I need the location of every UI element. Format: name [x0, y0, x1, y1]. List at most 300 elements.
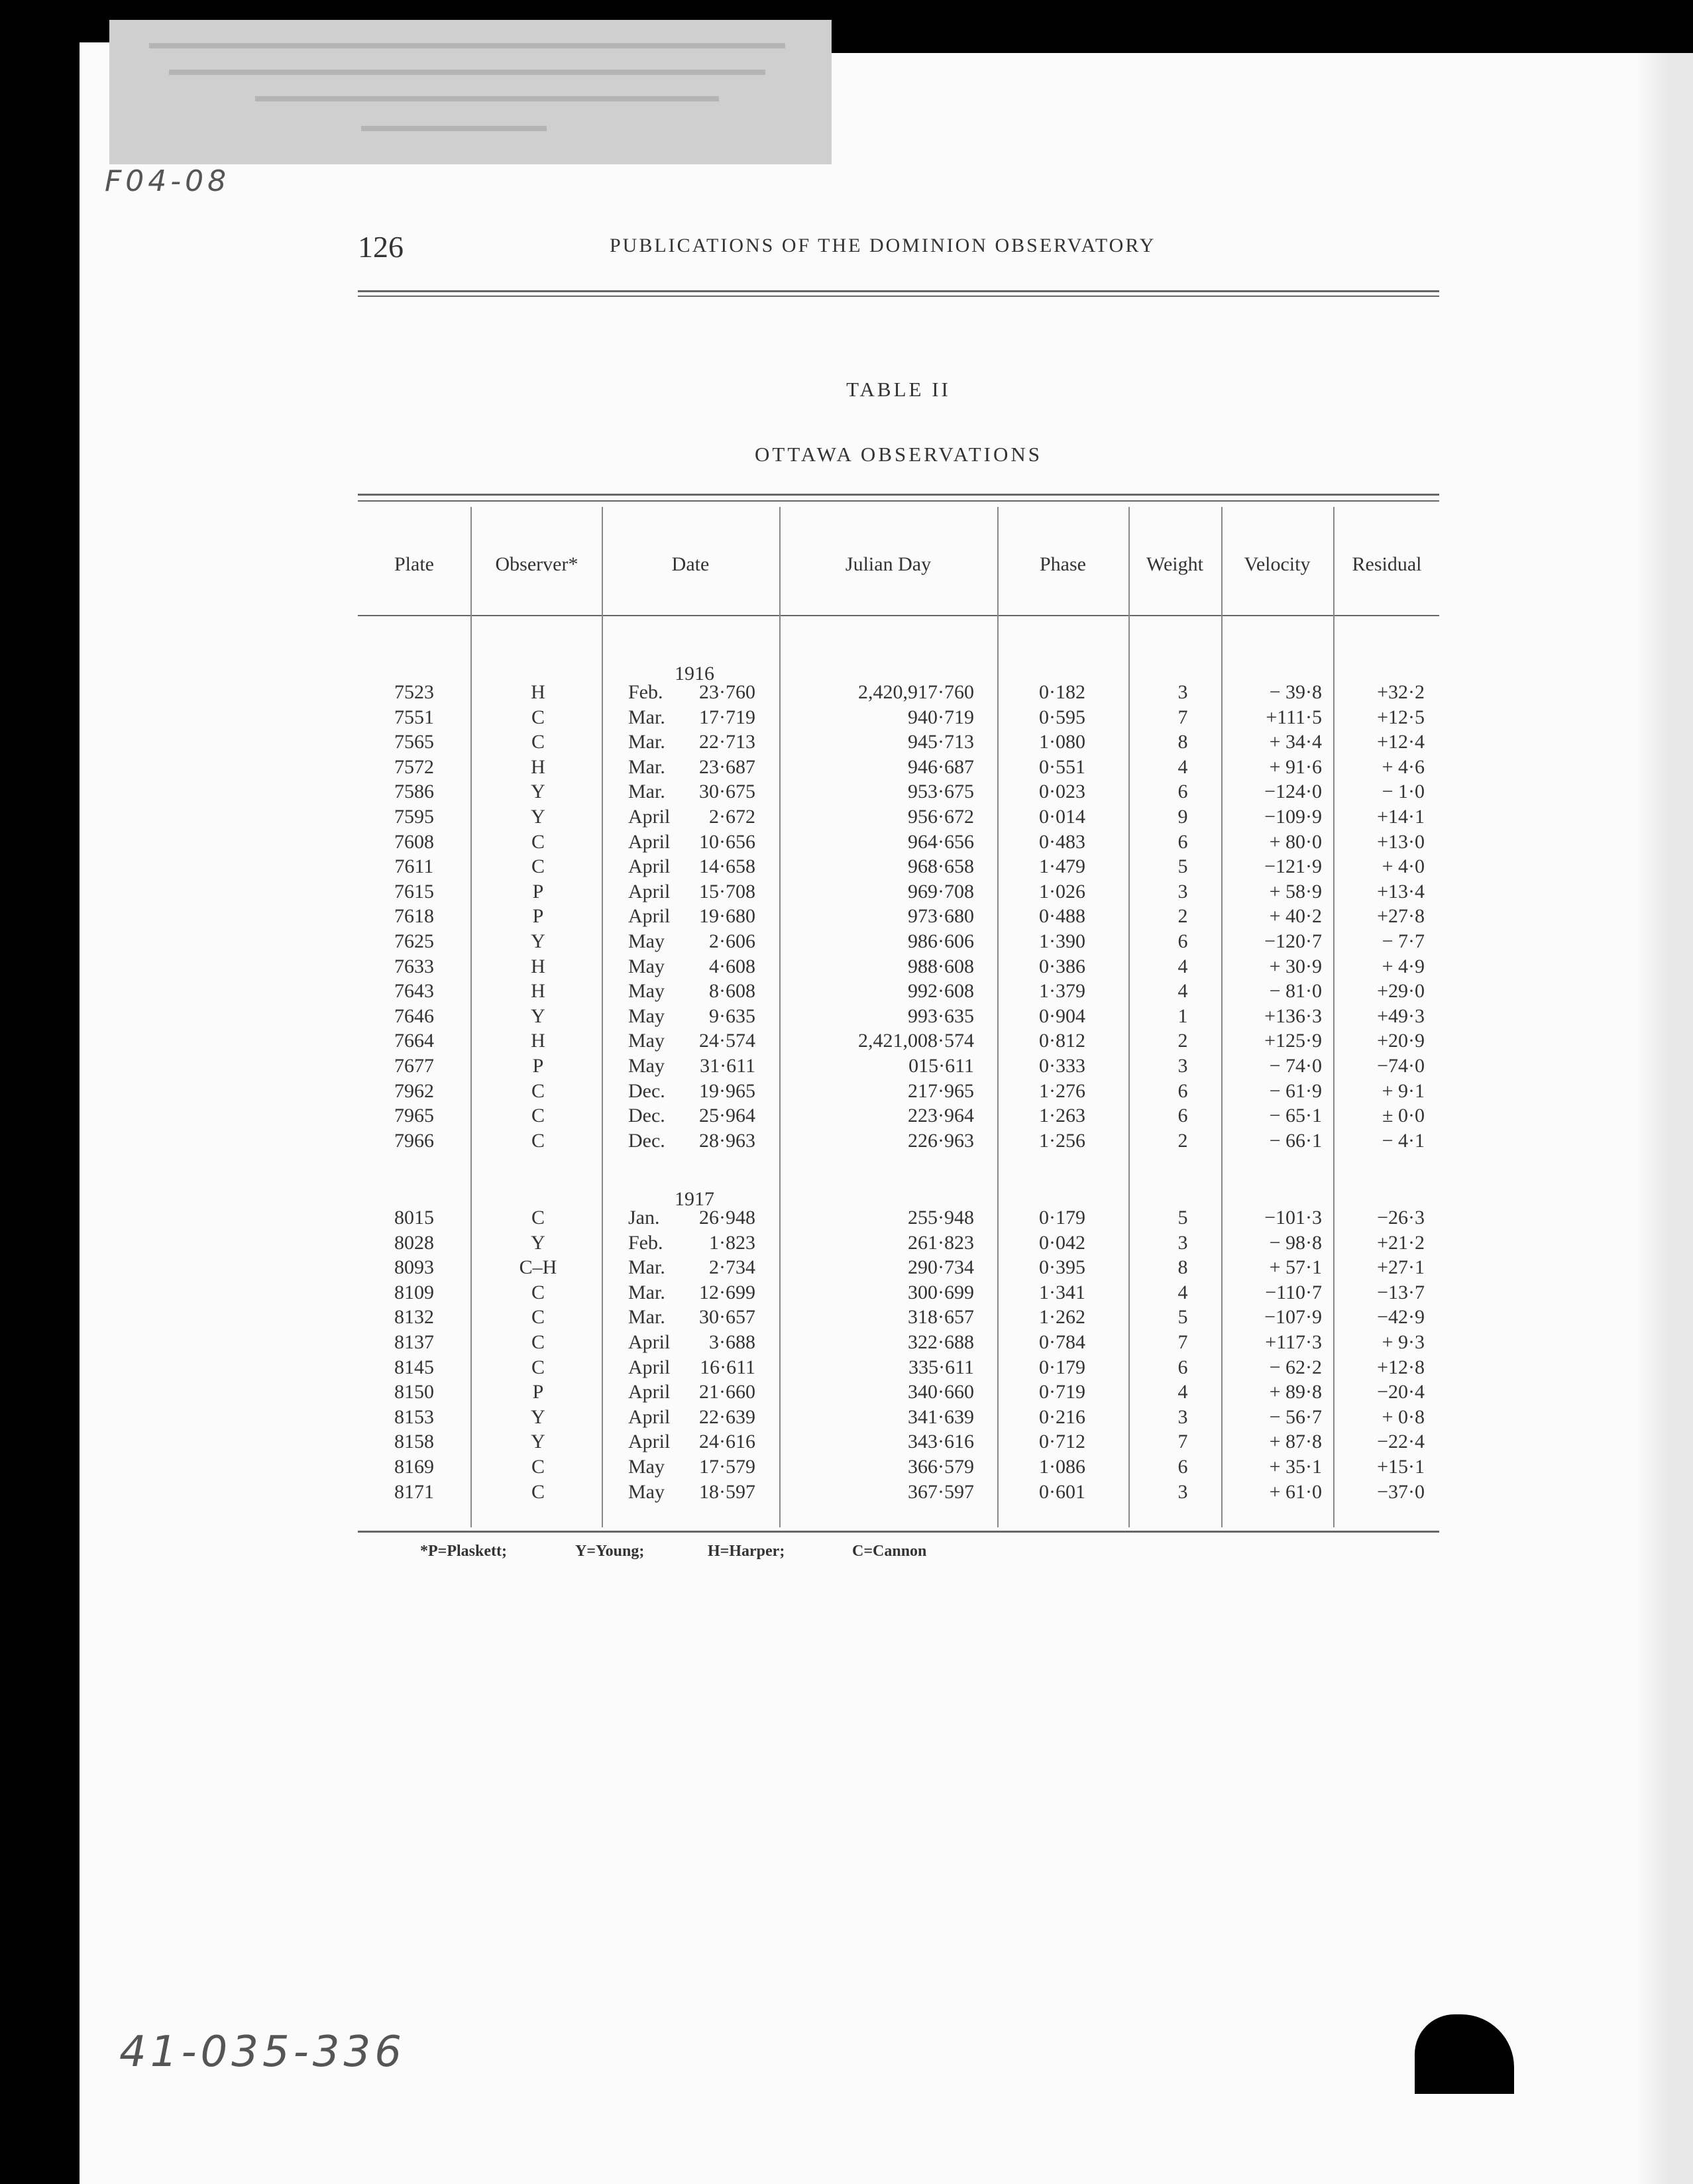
cell-weight: 2	[1177, 1030, 1188, 1052]
cell-plate: 8158	[394, 1431, 434, 1453]
cell-weight: 8	[1177, 1256, 1188, 1279]
cell-phase: 0·179	[1039, 1207, 1085, 1228]
cell-plate: 7551	[394, 706, 434, 728]
cell-observer: C	[531, 1331, 545, 1353]
cell-phase: 0·182	[1039, 681, 1085, 703]
cell-velocity: − 66·1	[1269, 1129, 1322, 1152]
cell-weight: 6	[1177, 781, 1188, 803]
cell-weight: 4	[1177, 1281, 1188, 1303]
cell-velocity: + 58·9	[1269, 880, 1322, 902]
cell-weight: 6	[1177, 830, 1188, 853]
cell-observer: C	[531, 1281, 545, 1303]
cell-observer: Y	[531, 806, 545, 828]
footnote-cannon: C=Cannon	[852, 1543, 927, 1560]
column-header-residual: Residual	[1352, 553, 1422, 575]
cell-velocity: −101·3	[1264, 1207, 1322, 1228]
cell-velocity: + 35·1	[1269, 1456, 1322, 1478]
cell-julian-day: 343·616	[908, 1431, 974, 1453]
cell-day: 24·574	[699, 1030, 755, 1052]
cell-observer: C	[531, 1356, 545, 1378]
cell-residual: +12·5	[1377, 706, 1425, 728]
cell-day: 28·963	[699, 1129, 755, 1152]
cell-observer: Y	[531, 1005, 545, 1027]
cell-residual: −26·3	[1377, 1207, 1425, 1228]
cell-weight: 8	[1177, 731, 1188, 753]
cell-observer: H	[531, 980, 545, 1003]
cell-plate: 8109	[394, 1281, 434, 1303]
year-label: 1917	[675, 1188, 714, 1210]
cell-month: May	[628, 930, 665, 952]
cell-weight: 4	[1177, 980, 1188, 1003]
handwritten-note-top: F04-08	[105, 164, 231, 198]
cell-month: Mar.	[628, 1306, 665, 1329]
cell-residual: +12·4	[1377, 731, 1425, 753]
cell-day: 21·660	[699, 1381, 755, 1403]
cell-residual: −42·9	[1377, 1306, 1425, 1329]
cell-phase: 0·042	[1039, 1231, 1085, 1254]
cell-velocity: − 56·7	[1269, 1405, 1322, 1428]
cell-velocity: − 61·9	[1269, 1079, 1322, 1102]
cell-day: 24·616	[699, 1431, 755, 1453]
cell-month: April	[628, 1381, 671, 1403]
cell-julian-day: 367·597	[908, 1480, 974, 1503]
column-divider	[779, 507, 781, 1527]
cell-residual: +27·8	[1377, 905, 1425, 928]
cell-plate: 7625	[394, 930, 434, 952]
cell-plate: 7595	[394, 806, 434, 828]
cell-observer: C	[531, 1079, 545, 1102]
cell-residual: +14·1	[1377, 806, 1425, 828]
cell-month: April	[628, 830, 671, 853]
cell-day: 2·734	[709, 1256, 755, 1279]
cell-velocity: +111·5	[1266, 706, 1322, 728]
cell-weight: 3	[1177, 1055, 1188, 1077]
cell-residual: −37·0	[1377, 1480, 1425, 1503]
cell-velocity: − 98·8	[1269, 1231, 1322, 1254]
table-label: TABLE II	[846, 378, 951, 401]
cell-observer: C	[531, 1480, 545, 1503]
cell-month: April	[628, 1405, 671, 1428]
cell-julian-day: 335·611	[908, 1356, 974, 1378]
cell-residual: + 4·0	[1382, 855, 1425, 878]
cell-velocity: + 87·8	[1269, 1431, 1322, 1453]
cell-observer: Y	[531, 1405, 545, 1428]
cell-residual: −22·4	[1377, 1431, 1425, 1453]
cell-residual: − 7·7	[1382, 930, 1425, 952]
cell-day: 1·823	[709, 1231, 755, 1254]
cell-julian-day: 940·719	[908, 706, 974, 728]
cell-plate: 7962	[394, 1079, 434, 1102]
cell-phase: 1·086	[1039, 1456, 1085, 1478]
cell-julian-day: 946·687	[908, 755, 974, 778]
cell-julian-day: 322·688	[908, 1331, 974, 1353]
cell-residual: +29·0	[1377, 980, 1425, 1003]
cell-phase: 0·719	[1039, 1381, 1085, 1403]
cell-plate: 8015	[394, 1207, 434, 1228]
cell-observer: P	[532, 905, 544, 928]
cell-residual: +49·3	[1377, 1005, 1425, 1027]
cell-phase: 0·712	[1039, 1431, 1085, 1453]
cell-julian-day: 223·964	[908, 1105, 974, 1127]
cell-phase: 0·488	[1039, 905, 1085, 928]
cell-plate: 8169	[394, 1456, 434, 1478]
cell-julian-day: 973·680	[908, 905, 974, 928]
cell-day: 4·608	[709, 955, 755, 977]
cell-julian-day: 340·660	[908, 1381, 974, 1403]
cell-plate: 7572	[394, 755, 434, 778]
cell-julian-day: 261·823	[908, 1231, 974, 1254]
cell-day: 2·672	[709, 806, 755, 828]
cell-julian-day: 300·699	[908, 1281, 974, 1303]
cell-velocity: + 80·0	[1269, 830, 1322, 853]
cell-weight: 3	[1177, 1231, 1188, 1254]
cell-phase: 1·026	[1039, 880, 1085, 902]
cell-plate: 7523	[394, 681, 434, 703]
column-divider	[997, 507, 999, 1527]
cell-day: 17·719	[699, 706, 755, 728]
cell-day: 23·760	[699, 681, 755, 703]
footnote-plaskett: *P=Plaskett;	[420, 1543, 507, 1560]
cell-month: April	[628, 855, 671, 878]
cell-plate: 7677	[394, 1055, 434, 1077]
cell-phase: 0·483	[1039, 830, 1085, 853]
cell-month: April	[628, 1431, 671, 1453]
cell-day: 14·658	[699, 855, 755, 878]
cell-velocity: + 89·8	[1269, 1381, 1322, 1403]
cell-plate: 8093	[394, 1256, 434, 1279]
cell-weight: 6	[1177, 1079, 1188, 1102]
cell-residual: −13·7	[1377, 1281, 1425, 1303]
table-top-rule-thin	[358, 500, 1439, 502]
cell-weight: 4	[1177, 755, 1188, 778]
cell-month: Dec.	[628, 1105, 665, 1127]
cell-observer: Y	[531, 930, 545, 952]
cell-month: May	[628, 1005, 665, 1027]
handwritten-note-bottom: 41-035-336	[119, 2028, 406, 2077]
cell-month: Mar.	[628, 1281, 665, 1303]
cell-month: May	[628, 1055, 665, 1077]
cell-day: 31·611	[700, 1055, 755, 1077]
cell-julian-day: 226·963	[908, 1129, 974, 1152]
cell-observer: Y	[531, 1231, 545, 1254]
cell-plate: 8137	[394, 1331, 434, 1353]
cell-julian-day: 318·657	[908, 1306, 974, 1329]
column-header-julian-day: Julian Day	[845, 553, 932, 575]
cell-phase: 0·023	[1039, 781, 1085, 803]
cell-phase: 1·390	[1039, 930, 1085, 952]
cell-velocity: − 39·8	[1269, 681, 1322, 703]
cell-month: Mar.	[628, 1256, 665, 1279]
cell-weight: 6	[1177, 1456, 1188, 1478]
cell-observer: C	[531, 706, 545, 728]
cell-day: 19·965	[699, 1079, 755, 1102]
cell-residual: + 9·3	[1382, 1331, 1425, 1353]
cell-day: 30·657	[699, 1306, 755, 1329]
cell-observer: C	[531, 1129, 545, 1152]
table-header-rule	[358, 615, 1439, 616]
header-rule	[358, 290, 1439, 292]
cell-observer: C	[531, 1456, 545, 1478]
cell-phase: 1·479	[1039, 855, 1085, 878]
header-rule-thin	[358, 296, 1439, 297]
running-title: PUBLICATIONS OF THE DOMINION OBSERVATORY	[610, 235, 1156, 256]
cell-plate: 8150	[394, 1381, 434, 1403]
cell-residual: +13·4	[1377, 880, 1425, 902]
cell-residual: + 0·8	[1382, 1405, 1425, 1428]
cell-phase: 0·014	[1039, 806, 1085, 828]
cell-phase: 0·395	[1039, 1256, 1085, 1279]
page-edge-strip	[1670, 42, 1693, 2184]
cell-day: 12·699	[699, 1281, 755, 1303]
cell-velocity: − 74·0	[1269, 1055, 1322, 1077]
cell-residual: +15·1	[1377, 1456, 1425, 1478]
cell-plate: 7565	[394, 731, 434, 753]
cell-observer: C	[531, 731, 545, 753]
cell-observer: P	[532, 1055, 544, 1077]
cell-julian-day: 255·948	[908, 1207, 974, 1228]
cell-julian-day: 993·635	[908, 1005, 974, 1027]
cell-velocity: + 57·1	[1269, 1256, 1322, 1279]
cell-month: April	[628, 905, 671, 928]
table-top-rule	[358, 494, 1439, 496]
cell-residual: +12·8	[1377, 1356, 1425, 1378]
cell-weight: 3	[1177, 880, 1188, 902]
cell-residual: + 4·9	[1382, 955, 1425, 977]
cell-weight: 3	[1177, 1405, 1188, 1428]
column-header-plate: Plate	[394, 553, 434, 575]
cell-phase: 0·551	[1039, 755, 1085, 778]
cell-day: 18·597	[699, 1480, 755, 1503]
cell-julian-day: 969·708	[908, 880, 974, 902]
cell-velocity: + 30·9	[1269, 955, 1322, 977]
cell-day: 8·608	[709, 980, 755, 1003]
cell-velocity: +117·3	[1265, 1331, 1322, 1353]
column-header-observer: Observer*	[495, 553, 578, 575]
cell-day: 19·680	[699, 905, 755, 928]
cell-day: 30·675	[699, 781, 755, 803]
cell-phase: 0·904	[1039, 1005, 1085, 1027]
page-number: 126	[358, 230, 404, 264]
cell-velocity: −121·9	[1264, 855, 1322, 878]
cell-phase: 1·341	[1039, 1281, 1085, 1303]
cell-month: Mar.	[628, 755, 665, 778]
cell-velocity: −107·9	[1264, 1306, 1322, 1329]
cell-day: 16·611	[700, 1356, 755, 1378]
cell-weight: 4	[1177, 1381, 1188, 1403]
cell-observer: P	[532, 880, 544, 902]
cell-plate: 8153	[394, 1405, 434, 1428]
scan-border	[832, 20, 1693, 53]
cell-plate: 8028	[394, 1231, 434, 1254]
cell-julian-day: 015·611	[908, 1055, 974, 1077]
cell-month: Feb.	[628, 681, 663, 703]
cell-weight: 3	[1177, 681, 1188, 703]
cell-day: 10·656	[699, 830, 755, 853]
cell-weight: 3	[1177, 1480, 1188, 1503]
cell-weight: 6	[1177, 930, 1188, 952]
cell-velocity: +136·3	[1264, 1005, 1322, 1027]
cell-residual: +27·1	[1377, 1256, 1425, 1279]
column-divider	[1333, 507, 1335, 1527]
cell-observer: C	[531, 1105, 545, 1127]
cell-day: 25·964	[699, 1105, 755, 1127]
cell-observer: C	[531, 855, 545, 878]
cell-weight: 2	[1177, 905, 1188, 928]
table-bottom-rule	[358, 1531, 1439, 1533]
cell-julian-day: 217·965	[908, 1079, 974, 1102]
cell-month: Mar.	[628, 781, 665, 803]
cell-observer: C	[531, 830, 545, 853]
cell-phase: 0·386	[1039, 955, 1085, 977]
footnote-young: Y=Young;	[575, 1543, 645, 1560]
cell-julian-day: 953·675	[908, 781, 974, 803]
cell-plate: 8132	[394, 1306, 434, 1329]
cell-velocity: − 62·2	[1269, 1356, 1322, 1378]
cell-velocity: + 61·0	[1269, 1480, 1322, 1503]
cell-month: Dec.	[628, 1129, 665, 1152]
column-header-phase: Phase	[1040, 553, 1086, 575]
cell-julian-day: 2,420,917·760	[858, 681, 974, 703]
cell-month: April	[628, 1356, 671, 1378]
cell-day: 22·639	[699, 1405, 755, 1428]
cell-residual: +32·2	[1377, 681, 1425, 703]
cell-month: April	[628, 806, 671, 828]
cell-observer: Y	[531, 1431, 545, 1453]
cell-phase: 0·216	[1039, 1405, 1085, 1428]
cell-residual: + 4·6	[1382, 755, 1425, 778]
cell-weight: 5	[1177, 855, 1188, 878]
cell-day: 3·688	[709, 1331, 755, 1353]
cell-velocity: −120·7	[1264, 930, 1322, 952]
cell-weight: 4	[1177, 955, 1188, 977]
cell-month: April	[628, 1331, 671, 1353]
cell-month: May	[628, 955, 665, 977]
cell-day: 15·708	[699, 880, 755, 902]
cell-velocity: −110·7	[1265, 1281, 1322, 1303]
cell-residual: +20·9	[1377, 1030, 1425, 1052]
cell-plate: 7615	[394, 880, 434, 902]
cell-observer: Y	[531, 781, 545, 803]
cell-phase: 0·595	[1039, 706, 1085, 728]
cell-weight: 5	[1177, 1306, 1188, 1329]
cell-velocity: −124·0	[1264, 781, 1322, 803]
cell-julian-day: 366·579	[908, 1456, 974, 1478]
cell-day: 26·948	[699, 1207, 755, 1228]
cell-residual: − 4·1	[1382, 1129, 1425, 1152]
cell-phase: 1·379	[1039, 980, 1085, 1003]
cell-weight: 5	[1177, 1207, 1188, 1228]
cell-velocity: − 81·0	[1269, 980, 1322, 1003]
table-title: OTTAWA OBSERVATIONS	[755, 443, 1042, 466]
cell-month: May	[628, 1480, 665, 1503]
cell-julian-day: 341·639	[908, 1405, 974, 1428]
cell-observer: C–H	[519, 1256, 557, 1279]
cell-julian-day: 986·606	[908, 930, 974, 952]
cell-weight: 6	[1177, 1356, 1188, 1378]
cell-observer: C	[531, 1306, 545, 1329]
cell-weight: 7	[1177, 706, 1188, 728]
cell-month: Jan.	[628, 1207, 660, 1228]
cell-phase: 1·262	[1039, 1306, 1085, 1329]
cell-velocity: + 34·4	[1269, 731, 1322, 753]
cell-day: 9·635	[709, 1005, 755, 1027]
cell-residual: + 9·1	[1382, 1079, 1425, 1102]
cell-weight: 7	[1177, 1331, 1188, 1353]
cell-month: Mar.	[628, 731, 665, 753]
cell-phase: 1·256	[1039, 1129, 1085, 1152]
page-edge-shadow	[1635, 42, 1670, 2184]
cell-phase: 0·784	[1039, 1331, 1085, 1353]
cell-day: 2·606	[709, 930, 755, 952]
year-label: 1916	[675, 663, 714, 684]
cell-plate: 7965	[394, 1105, 434, 1127]
cell-plate: 7608	[394, 830, 434, 853]
cell-weight: 9	[1177, 806, 1188, 828]
cell-plate: 8171	[394, 1480, 434, 1503]
cell-month: April	[628, 880, 671, 902]
running-header	[358, 229, 1186, 262]
pasted-label-strip	[109, 20, 832, 164]
cell-month: May	[628, 1030, 665, 1052]
cell-month: Feb.	[628, 1231, 663, 1254]
cell-phase: 1·276	[1039, 1079, 1085, 1102]
cell-plate: 7646	[394, 1005, 434, 1027]
cell-plate: 7618	[394, 905, 434, 928]
cell-julian-day: 956·672	[908, 806, 974, 828]
cell-day: 23·687	[699, 755, 755, 778]
cell-residual: +21·2	[1377, 1231, 1425, 1254]
cell-residual: −20·4	[1377, 1381, 1425, 1403]
cell-phase: 0·179	[1039, 1356, 1085, 1378]
cell-phase: 1·080	[1039, 731, 1085, 753]
cell-plate: 7643	[394, 980, 434, 1003]
cell-weight: 1	[1177, 1005, 1188, 1027]
column-header-velocity: Velocity	[1244, 553, 1311, 575]
cell-phase: 1·263	[1039, 1105, 1085, 1127]
column-header-date: Date	[671, 553, 710, 575]
cell-velocity: +125·9	[1264, 1030, 1322, 1052]
cell-julian-day: 2,421,008·574	[858, 1030, 974, 1052]
cell-weight: 7	[1177, 1431, 1188, 1453]
cell-velocity: − 65·1	[1269, 1105, 1322, 1127]
cell-observer: H	[531, 955, 545, 977]
cell-plate: 7586	[394, 781, 434, 803]
cell-observer: P	[532, 1381, 544, 1403]
cell-day: 22·713	[699, 731, 755, 753]
cell-weight: 2	[1177, 1129, 1188, 1152]
cell-observer: C	[531, 1207, 545, 1228]
cell-residual: − 1·0	[1382, 781, 1425, 803]
cell-month: Mar.	[628, 706, 665, 728]
cell-velocity: + 40·2	[1269, 905, 1322, 928]
cell-residual: −74·0	[1377, 1055, 1425, 1077]
cell-month: Dec.	[628, 1079, 665, 1102]
cell-phase: 0·812	[1039, 1030, 1085, 1052]
cell-julian-day: 988·608	[908, 955, 974, 977]
cell-month: May	[628, 1456, 665, 1478]
cell-plate: 7664	[394, 1030, 434, 1052]
cell-plate: 7633	[394, 955, 434, 977]
cell-residual: +13·0	[1377, 830, 1425, 853]
cell-observer: H	[531, 1030, 545, 1052]
footnote-harper: H=Harper;	[708, 1543, 785, 1560]
cell-observer: H	[531, 681, 545, 703]
cell-plate: 7611	[394, 855, 434, 878]
cell-julian-day: 964·656	[908, 830, 974, 853]
cell-julian-day: 945·713	[908, 731, 974, 753]
cell-velocity: + 91·6	[1269, 755, 1322, 778]
cell-phase: 0·601	[1039, 1480, 1085, 1503]
